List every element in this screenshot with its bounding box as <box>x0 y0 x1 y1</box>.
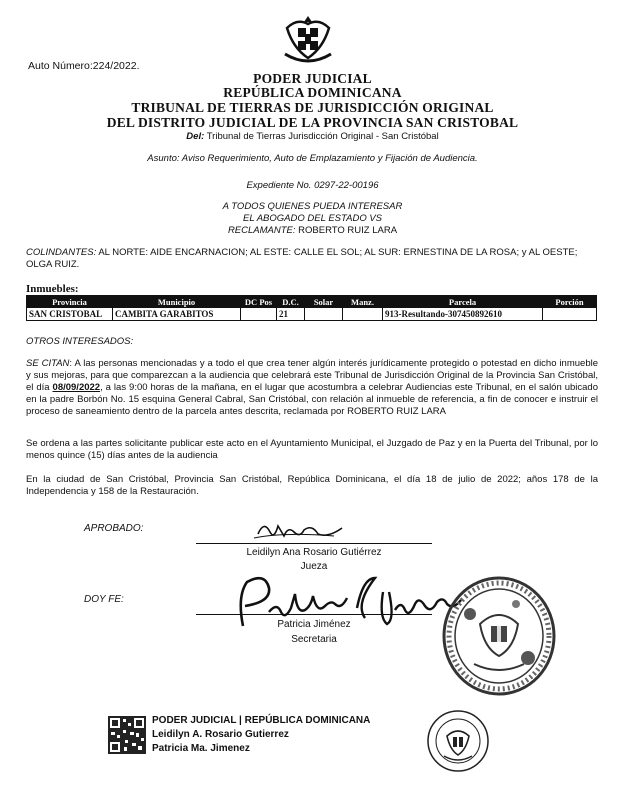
expediente-number: Expediente No. 0297-22-00196 <box>246 180 379 191</box>
asunto-text: Aviso Requerimiento, Auto de Emplazamiento y Fijación de Audiencia. <box>179 153 478 164</box>
inmuebles-label: Inmuebles: <box>26 283 79 295</box>
col-header-porcion: Porción <box>543 296 597 308</box>
cell-municipio: CAMBITA GARABITOS <box>113 308 241 321</box>
asunto-label: Asunto: <box>147 153 180 164</box>
qr-code-icon <box>108 716 146 754</box>
publication-order-paragraph: Se ordena a las partes solicitante publicar este acto en el Ayuntamiento Municipal, el Juzgado de Paz y en la Puerta del Tribunal, por lo menos quince (15) días antes de la audiencia <box>26 438 598 461</box>
footer-judge: Leidilyn A. Rosario Gutierrez <box>152 729 289 740</box>
header-line-4: DEL DISTRITO JUDICIAL DE LA PROVINCIA SAN CRISTOBAL <box>106 115 519 130</box>
reclamante-value: ROBERTO RUIZ LARA <box>295 225 398 236</box>
cell-parcela: 913-Resultando-307450892610 <box>383 308 543 321</box>
addressee-line-2: EL ABOGADO DEL ESTADO VS <box>242 213 383 224</box>
del-label: Del: <box>186 131 205 142</box>
header-line-2: REPÚBLICA DOMINICANA <box>223 85 402 100</box>
colindantes-value: AL NORTE: AIDE ENCARNACION; AL ESTE: CALLE EL SOL; AL SUR: ERNESTINA DE LA ROSA; y AL OESTE; OLGA RUIZ. <box>26 247 578 270</box>
hearing-date: 08/09/2022 <box>52 382 101 393</box>
coat-of-arms-icon <box>281 14 335 66</box>
citation-text-a: : A las personas mencionadas y a todo el que crea tener algún interés jurídicamente protegido o potestad en dicho inmueble y sus mejoras, para que comparezcan a la audiencia que celebrará este Tribunal de Jurisdicción Original de la Provincia San Cristóbal, el día <box>26 358 598 393</box>
judge-name: Leidilyn Ana Rosario Gutiérrez <box>246 547 382 558</box>
citation-text-b: , a las 9:00 horas de la mañana, en el lugar que acostumbra a celebrar Audiencias este Tribunal, en el salón ubicado en la padre Borbón No. 15 esquina General Cabral, San Cristóbal, con relación al inmueble de referencia, a fin de conocer e instruir el proceso de saneamiento dentro de la parcela antes descrita, reclamada por ROBERTO RUIZ LARA <box>26 382 598 417</box>
asunto-line <box>0 153 625 164</box>
col-header-provincia: Provincia <box>27 296 113 308</box>
cell-provincia: SAN CRISTOBAL <box>27 308 113 321</box>
doy-fe-label: DOY FE: <box>84 594 124 605</box>
col-header-dc-pos: DC Pos <box>241 296 277 308</box>
col-header-manzana: Manz. <box>343 296 383 308</box>
footer-institution: PODER JUDICIAL | REPÚBLICA DOMINICANA <box>152 715 371 726</box>
official-seal-icon <box>440 574 558 698</box>
col-header-solar: Solar <box>305 296 343 308</box>
reclamante-label: RECLAMANTE: <box>227 225 296 236</box>
cell-porcion <box>543 308 597 321</box>
cell-solar <box>305 308 343 321</box>
colindantes-label: COLINDANTES: <box>26 247 97 258</box>
judge-signature-icon <box>248 512 358 546</box>
citation-paragraph <box>26 358 598 418</box>
col-header-municipio: Municipio <box>113 296 241 308</box>
reclamante-line <box>0 225 625 236</box>
footer-secretary: Patricia Ma. Jimenez <box>152 743 250 754</box>
header-line-1: PODER JUDICIAL <box>253 71 372 86</box>
col-header-dc: D.C. <box>277 296 305 308</box>
col-header-parcela: Parcela <box>383 296 543 308</box>
se-citan-label: SE CITAN <box>26 358 70 369</box>
aprobado-label: APROBADO: <box>84 523 144 534</box>
secretary-signature-line <box>196 614 432 615</box>
otros-interesados-label: OTROS INTERESADOS: <box>26 336 134 347</box>
cell-manzana <box>343 308 383 321</box>
judge-role: Jueza <box>300 561 328 572</box>
colindantes-text <box>26 247 598 271</box>
table-row <box>27 308 597 321</box>
judge-signature-line <box>196 543 432 544</box>
header-line-3: TRIBUNAL DE TIERRAS DE JURISDICCIÓN ORIGINAL <box>131 100 494 115</box>
property-table <box>26 295 597 321</box>
footer-seal-icon <box>426 708 490 774</box>
secretary-role: Secretaria <box>291 634 337 645</box>
del-line <box>0 131 625 142</box>
cell-dc-pos <box>241 308 277 321</box>
secretary-name: Patricia Jiménez <box>277 619 351 630</box>
del-text: Tribunal de Tierras Jurisdicción Original - San Cristóbal <box>204 131 439 142</box>
date-place-paragraph: En la ciudad de San Cristóbal, Provincia San Cristóbal, República Dominicana, el día 18 de julio de 2022; años 178 de la Independencia y 158 de la Restauración. <box>26 474 598 497</box>
table-header-row <box>27 296 597 308</box>
addressee-line-1: A TODOS QUIENES PUEDA INTERESAR <box>222 201 403 212</box>
cell-dc: 21 <box>277 308 305 321</box>
auto-number: Auto Número:224/2022. <box>28 60 140 72</box>
